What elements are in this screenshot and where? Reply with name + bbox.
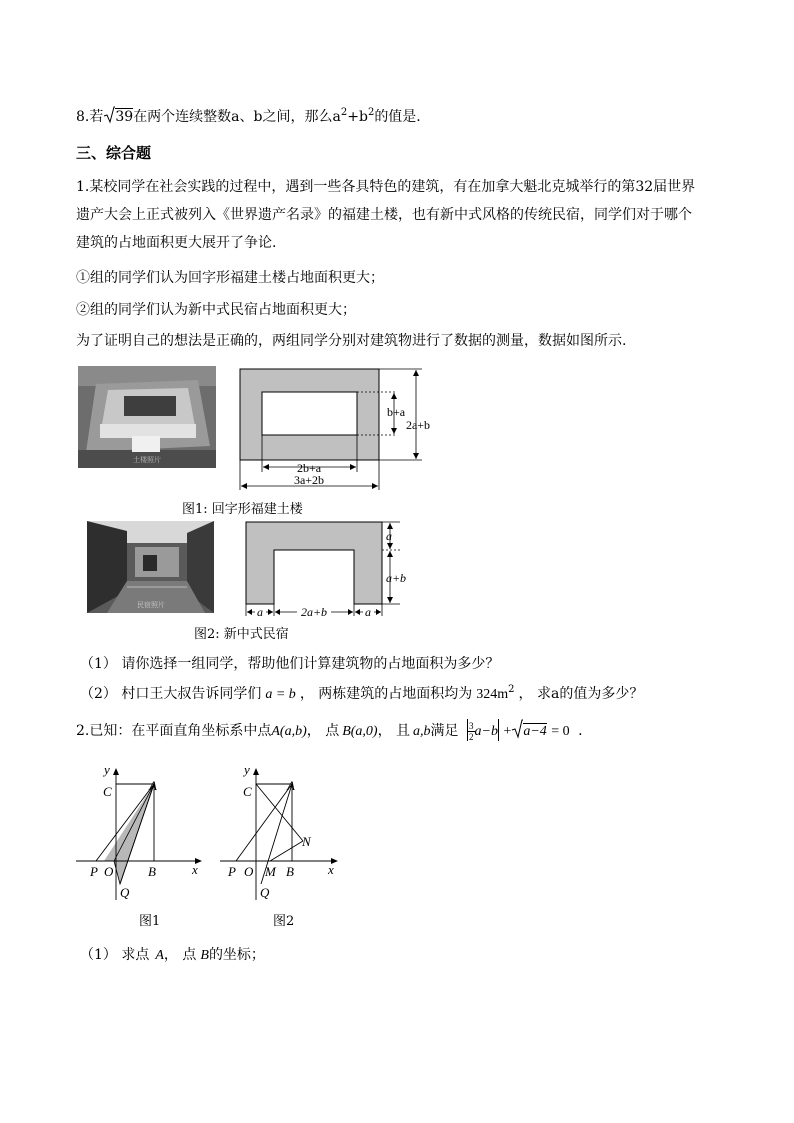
graph2-label-m: M: [265, 864, 276, 879]
graph2-label-x: x: [328, 862, 334, 877]
problem-1-line-1: 1.某校同学在社会实践的过程中，遇到一些各具特色的建筑，有在加拿大魁北克城举行的第32届世界: [76, 179, 696, 195]
graph-1: [74, 760, 214, 910]
graph2-label-b: B: [286, 864, 294, 879]
fig1-diagram: [236, 366, 456, 496]
q8-exp-a: 2: [340, 107, 348, 118]
q8-exp-b: 2: [367, 107, 375, 118]
graph2-label-o: O: [244, 864, 254, 879]
fig2-label-a-right: a: [365, 605, 371, 619]
q8-radicand: 39: [115, 109, 134, 125]
p2-mid3: 满足: [430, 723, 459, 739]
fig1-photo-label: 土楼照片: [133, 456, 161, 464]
fig1-inner-rect: [262, 392, 357, 435]
graph2-label-q: Q: [260, 885, 270, 900]
sub2-area: 324m: [476, 687, 509, 702]
sub3-point-a: A: [155, 948, 164, 963]
q8-middle: 在两个连续整数a、b之间，那么: [133, 109, 333, 125]
problem-2-subquestion-1: [80, 945, 265, 966]
sub3-point-b: B: [200, 948, 209, 963]
p2-end: .: [578, 723, 583, 739]
sqrt-symbol-icon: [511, 719, 523, 739]
problem-1-line-4: 为了证明自己的想法是正确的，两组同学分别对建筑物进行了数据的测量，数据如图所示.: [76, 333, 627, 349]
p2-prefix: 2.已知：在平面直角坐标系中点: [76, 723, 272, 739]
p2-ab: a,b: [413, 724, 431, 739]
q8-a: a: [332, 109, 341, 125]
p2-sqrt-arg: a−4: [523, 724, 547, 739]
fig2-label-a-top: a: [386, 529, 392, 543]
graph2-label-n: N: [302, 834, 311, 849]
graph1-caption: 图1: [139, 914, 161, 929]
p2-mid1: ， 点: [306, 723, 340, 739]
graph2-label-y: y: [244, 762, 250, 777]
fig1-label-b-plus-a: b+a: [386, 405, 406, 419]
abs-bar-right: [498, 719, 499, 741]
fig2-caption: 图2: 新中式民宿: [194, 627, 289, 642]
sub2-eq: a = b: [265, 687, 296, 702]
sub3-mid: ， 点: [163, 947, 197, 963]
problem-2-statement: [76, 718, 583, 745]
p2-plus: +: [503, 724, 512, 739]
p2-eq: = 0: [551, 724, 570, 739]
subquestion-1: （1） 请你选择一组同学，帮助他们计算建筑物的占地面积为多少？: [80, 656, 500, 672]
graph-2: [218, 760, 348, 910]
graph1-label-a: A: [149, 778, 157, 793]
sub3-suffix: 的坐标；: [208, 947, 265, 963]
fig2-photo-label: 民宿照片: [137, 601, 165, 609]
graph1-label-c: C: [103, 784, 112, 799]
fig1-label-2a-plus-b: 2a+b: [405, 418, 431, 432]
sub2-suffix: ， 求a的值为多少？: [518, 686, 644, 702]
graph2-caption: 图2: [273, 914, 295, 929]
fig1-label-3a-plus-2b: 3a+2b: [293, 473, 325, 487]
problem-1-line-2: 遗产大会上正式被列入《世界遗产名录》的福建土楼，也有新中式风格的传统民宿，同学们对于哪个: [76, 207, 692, 223]
question-8: [76, 106, 421, 127]
graph1-label-y: y: [104, 762, 110, 777]
graph2-label-c: C: [243, 784, 252, 799]
p2-frac-den: 2: [469, 732, 474, 742]
fig1-label-2b-plus-a: 2b+a: [296, 461, 322, 475]
fig2-building-shape: [246, 522, 382, 604]
sub3-prefix: （1） 求点: [80, 947, 150, 963]
fig2-label-2a-plus-b: 2a+b: [300, 605, 328, 619]
q8-suffix: 的值是.: [374, 109, 421, 125]
graph1-label-o: O: [104, 864, 114, 879]
graph2-label-a: A: [287, 778, 295, 793]
q8-plus: +: [347, 109, 359, 125]
fig2-photo: [87, 521, 214, 613]
sqrt-symbol-icon: [103, 106, 115, 124]
sub2-middle: ， 两栋建筑的占地面积均为: [299, 686, 473, 702]
fig2-label-a-left: a: [257, 605, 263, 619]
q8-prefix: 8.若: [76, 109, 104, 125]
fig2-diagram: [240, 520, 420, 620]
p2-point-b: B(a,0): [342, 724, 378, 739]
problem-1-option-1: ①组的同学们认为回字形福建土楼占地面积更大；: [76, 270, 384, 286]
fig1-caption: 图1: 回字形福建土楼: [182, 502, 303, 517]
p2-frac-num: 3: [469, 721, 474, 731]
problem-1-line-3: 建筑的占地面积更大展开了争论.: [76, 235, 277, 251]
graph1-label-q: Q: [120, 885, 130, 900]
p2-point-a: A(a,b): [271, 724, 307, 739]
graph1-label-p: P: [90, 864, 98, 879]
fig2-label-a-plus-b: a+b: [385, 571, 407, 585]
q8-b: b: [358, 109, 368, 125]
subquestion-2: [80, 684, 643, 705]
graph1-label-b: B: [148, 864, 156, 879]
sub2-area-exp: 2: [508, 684, 515, 695]
problem-1-option-2: ②组的同学们认为新中式民宿占地面积更大；: [76, 302, 356, 318]
section-title: 三、综合题: [76, 144, 152, 162]
p2-abs-rest: a−b: [474, 724, 498, 739]
sub2-prefix: （2） 村口王大叔告诉同学们: [80, 686, 262, 702]
graph2-label-p: P: [228, 864, 236, 879]
fig1-photo: [78, 366, 216, 468]
p2-mid2: ， 且: [377, 723, 411, 739]
graph1-label-x: x: [192, 862, 198, 877]
